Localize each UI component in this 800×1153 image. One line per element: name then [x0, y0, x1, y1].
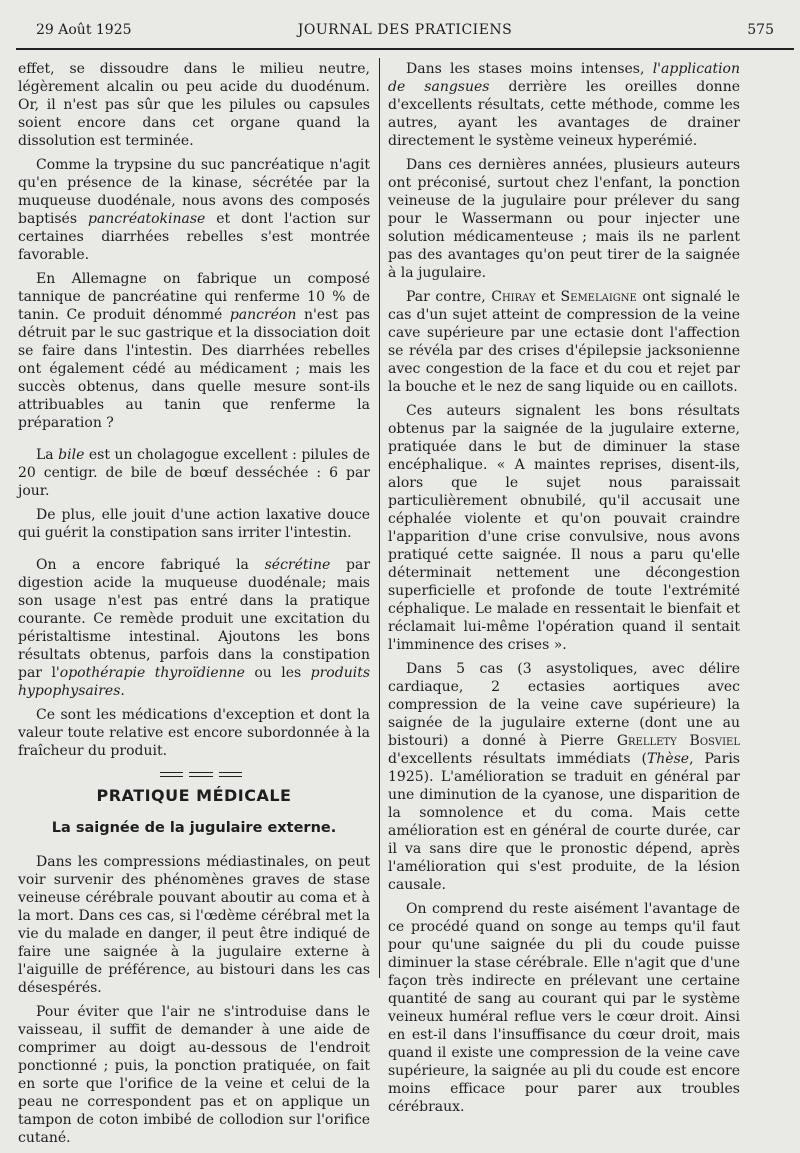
section-title: PRATIQUE MÉDICALE	[96, 786, 292, 805]
page-number: 575	[747, 22, 774, 38]
issue-date: 29 Août 1925	[36, 22, 132, 38]
header-rule	[16, 48, 794, 50]
paragraph: Comme la trypsine du suc pancréatique n'agit qu'en présence de la kinase, sécrétée par la muqueuse duodénale, nous avons des composés baptisés pancréatokinase et dont l'action sur certaines diarrhées rebelles s'est montrée favorable.	[18, 157, 371, 263]
paragraph: De plus, elle jouit d'une action laxative douce qui guérit la constipation sans irriter l'intestin.	[18, 507, 370, 541]
paragraph: On comprend du reste aisément l'avantage de ce procédé quand on songe au temps qu'il faut pour qu'une saignée du pli du coude puisse diminuer la stase cérébrale. Elle n'agit que d'une façon très indirecte en prélevant une certaine quantité de sang au courant qui par le système veineux huméral reflue vers le cœur droit. Ainsi en est-il dans l'insuffisance du cœur droit, mais quand il existe une compression de la veine cave supérieure, la saignée au pli du coude est encore moins efficace pour parer aux troubles cérébraux.	[388, 901, 740, 1115]
paragraph: Pour éviter que l'air ne s'introduise dans le vaisseau, il suffit de demander à une aide de comprimer au doigt au-dessous de l'endroit ponctionné ; puis, la ponction pratiquée, on fait en sorte que l'orifice de la veine et celui de la peau ne correspondent pas et on applique un tampon de coton imbibé de collodion sur l'orifice cutané.	[18, 1004, 370, 1146]
paragraph: Dans 5 cas (3 asystoliques, avec délire cardiaque, 2 ectasies aortiques avec compression de la veine cave supérieure) la saignée de la jugulaire externe (dont une au bistouri) a donné à Pierre Grellety Bosviel d'excellents résultats immédiats (Thèse, Paris 1925). L'amélioration se traduit en général par une diminution de la cyanose, une disparition de la somnolence et du coma. Mais cette amélioration est en général de courte durée, car il va sans dire que le pronostic dépend, après l'amélioration qui s'est produite, de la lésion causale.	[388, 661, 740, 893]
paragraph: effet, se dissoudre dans le milieu neutre, légèrement alcalin ou peu acide du duodénum. Or, il n'est pas sûr que les pilules ou capsules soient encore dans cet organe quand la dissolution est terminée.	[18, 61, 370, 149]
paragraph: Par contre, Chiray et Semelaigne ont signalé le cas d'un sujet atteint de compression de la veine cave supérieure par une ectasie dont l'affection se révéla par des crises d'épilepsie jacksonienne avec congestion de la face et du cou et rejet par la bouche et le nez de sang liquide ou en caillots.	[388, 289, 740, 395]
section-separator	[160, 772, 242, 777]
paragraph: En Allemagne on fabrique un composé tannique de pancréatine qui renferme 10 % de tanin. Ce produit dénommé pancréon n'est pas détruit par le suc gastrique et la dissociation doit se faire dans l'intestin. Des diarrhées rebelles ont également cédé au médicament ; mais les succès obtenus, dans quelle mesure sont-ils attribuables au tanin que renferme la préparation ?	[18, 271, 370, 431]
paragraph: Ce sont les médications d'exception et dont la valeur toute relative est encore subordonnée à la fraîcheur du produit.	[18, 707, 370, 759]
journal-title: JOURNAL DES PRATICIENS	[297, 22, 513, 38]
paragraph: Dans ces dernières années, plusieurs auteurs ont préconisé, surtout chez l'enfant, la ponction veineuse de la jugulaire pour prélever du sang pour le Wassermann ou pour injecter une solution médicamenteuse ; mais ils ne parlent pas des avantages qu'on peut tirer de la saignée à la jugulaire.	[388, 157, 740, 281]
left-column	[18, 60, 370, 1153]
paragraph: Dans les compressions médiastinales, on peut voir survenir des phénomènes graves de stase veineuse cérébrale pouvant aboutir au coma et à la mort. Dans ces cas, si l'œdème cérébral met la vie du malade en danger, il peut être indiqué de faire une saignée à la jugulaire externe à l'aiguille de préférence, au bistouri dans les cas désespérés.	[18, 854, 370, 996]
running-header	[36, 22, 774, 44]
paragraph: Dans les stases moins intenses, l'application de sangsues derrière les oreilles donne d'excellents résultats, cette méthode, comme les autres, ayant les avantages de drainer directement le système veineux hyperémié.	[388, 61, 740, 149]
paragraph: On a encore fabriqué la sécrétine par digestion acide la muqueuse duodénale; mais son usage n'est pas entré dans la pratique courante. Ce remède produit une excitation du péristaltisme intestinal. Ajoutons les bons résultats obtenus, parfois dans la constipation par l'opothérapie thyroïdienne ou les produits hypophysaires.	[18, 557, 371, 699]
right-column	[388, 60, 740, 1122]
article-title: La saignée de la jugulaire externe.	[51, 820, 337, 836]
paragraph: La bile est un cholagogue excellent : pilules de 20 centigr. de bile de bœuf desséchée : 6 par jour.	[18, 447, 370, 499]
paragraph: Ces auteurs signalent les bons résultats obtenus par la saignée de la jugulaire externe, pratiquée dans le but de diminuer la stase encéphalique. « A maintes reprises, disent-ils, alors que le sujet nous paraissait particulièrement obnubilé, qu'il accusait une céphalée violente et qu'on pouvait craindre l'apparition d'une crise convulsive, nous avons pratiqué cette saignée. Il nous a paru qu'elle déterminait nettement une décongestion superficielle et profonde de toute l'extrémité céphalique. Le malade en ressentait le bienfait et réclamait lui-même l'opération quand il sentait l'imminence des crises ».	[388, 403, 740, 653]
column-divider	[379, 58, 380, 978]
